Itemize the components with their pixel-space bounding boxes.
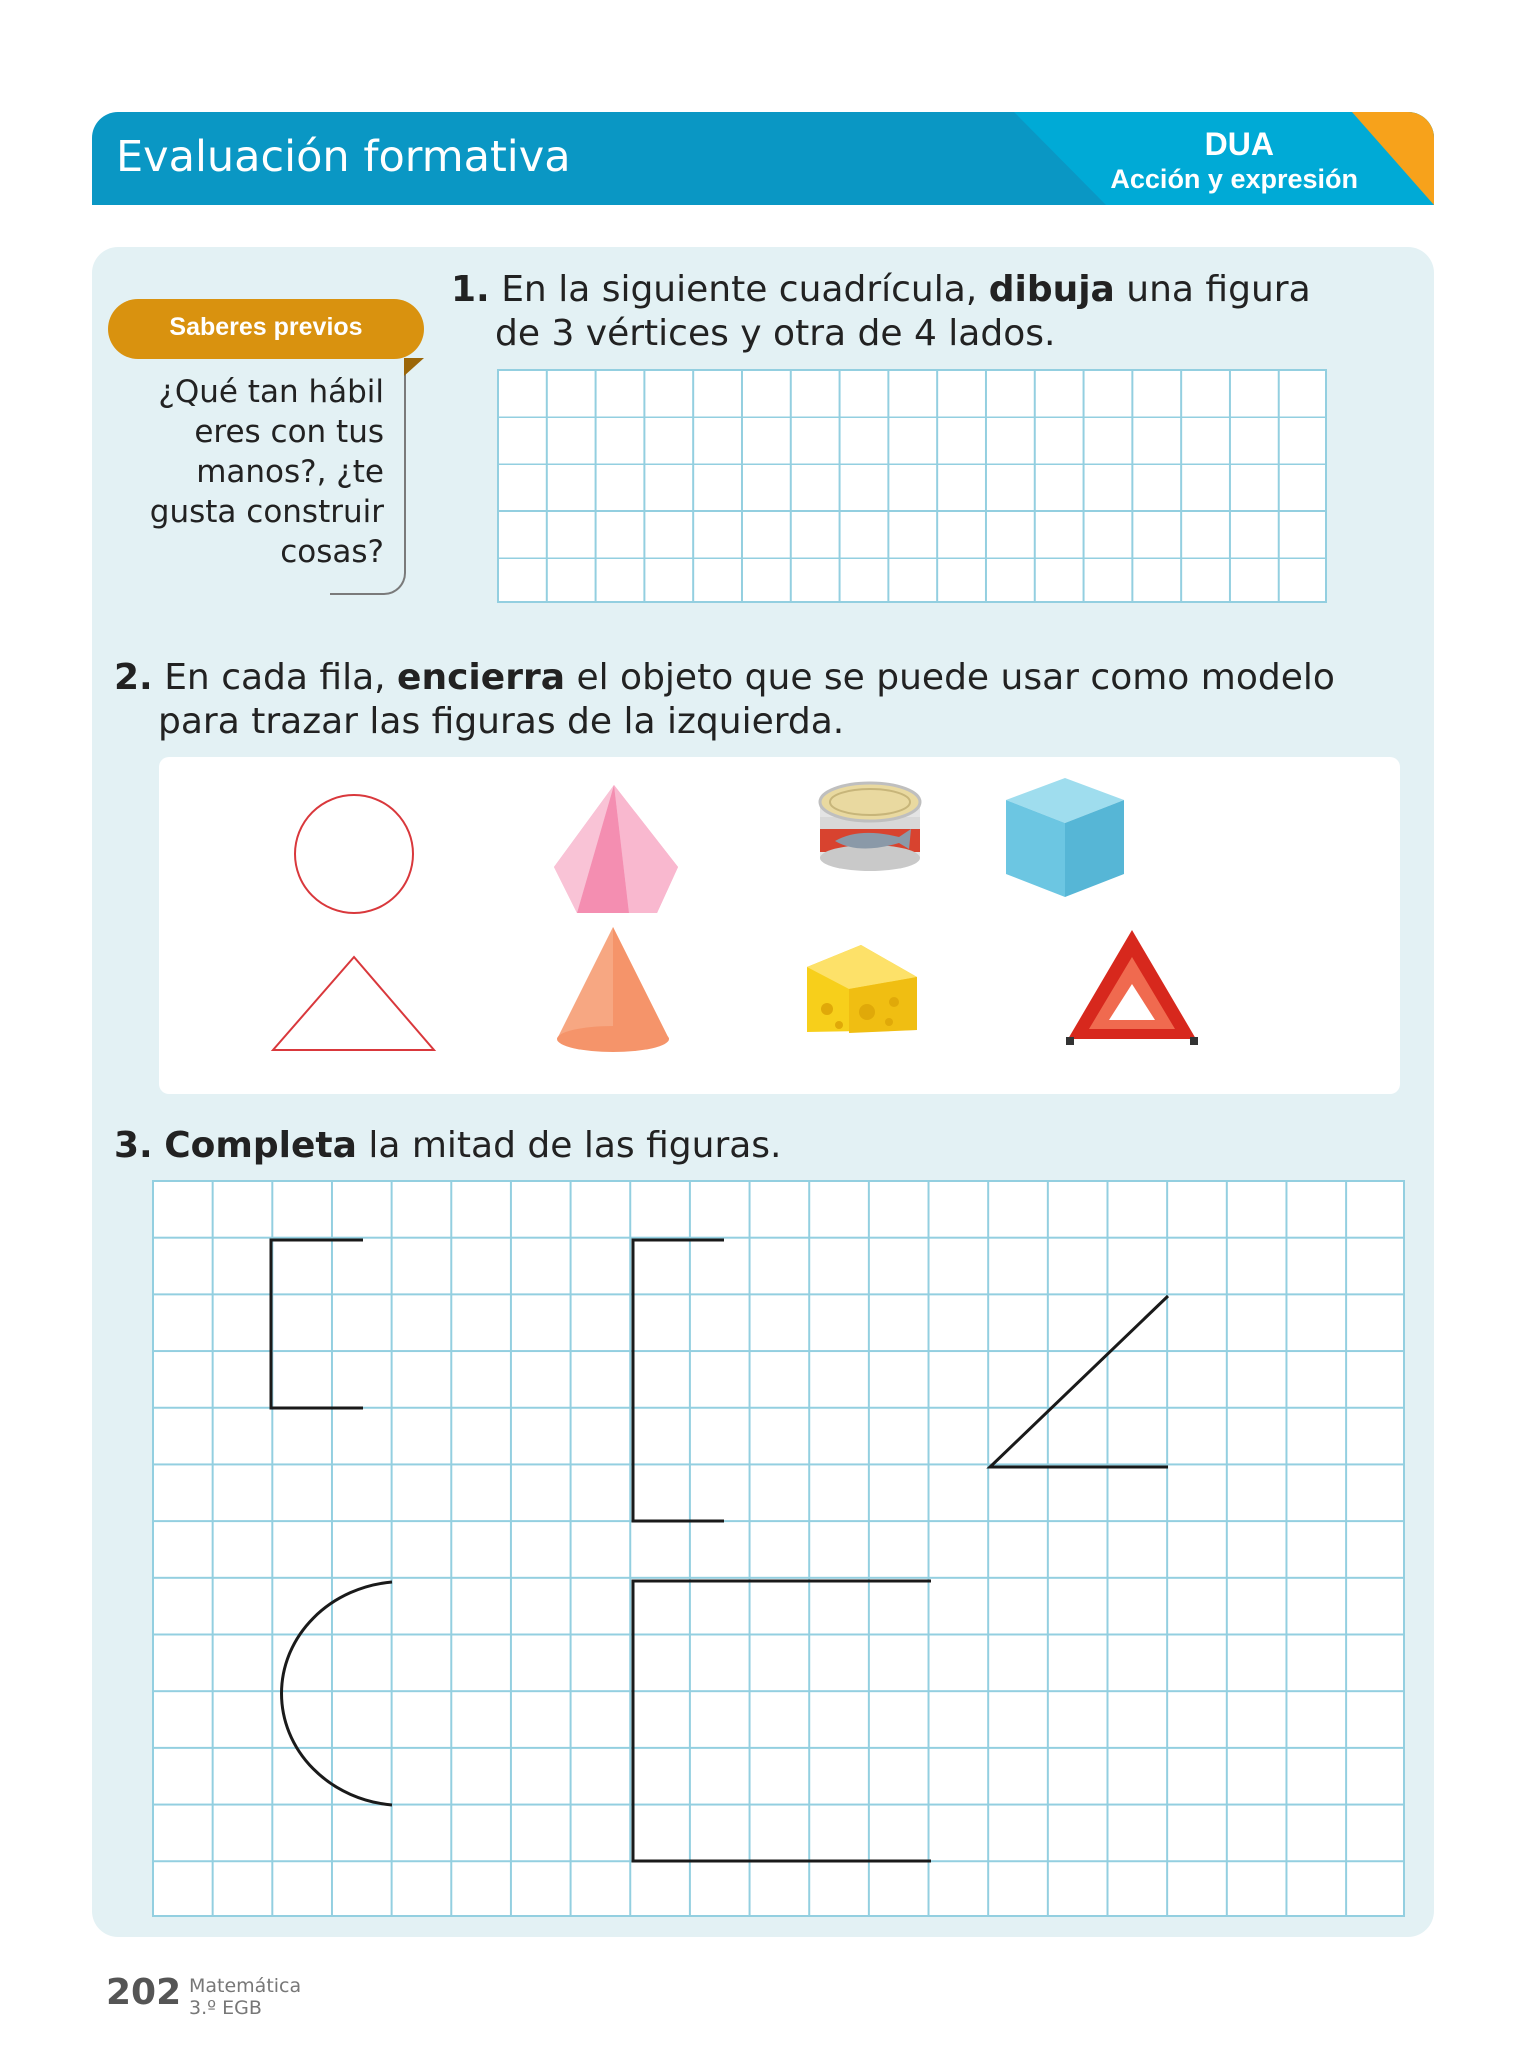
saberes-previos-label: Saberes previos <box>169 313 363 341</box>
subject-label: Matemática <box>189 1975 302 1997</box>
grade-label: 3.º EGB <box>189 1997 262 2019</box>
saberes-tab-fold <box>404 358 424 376</box>
saberes-question-line: gusta construir <box>149 494 384 530</box>
shapes-illustration <box>159 757 1400 1094</box>
exercise-1-instruction <box>451 268 1351 356</box>
exercise-1-text-end: una figura <box>1126 269 1311 310</box>
saberes-question-line: cosas? <box>280 534 384 570</box>
tuna-can-icon[interactable] <box>820 783 920 871</box>
warning-triangle-icon[interactable] <box>1066 930 1198 1045</box>
exercise-3-number: 3. <box>114 1125 153 1166</box>
dua-subtitle: Acción y expresión <box>1110 164 1358 194</box>
saberes-question <box>120 372 384 572</box>
exercise-2-line2: para trazar las figuras de la izquierda. <box>158 701 845 742</box>
saberes-question-line: manos?, ¿te <box>196 454 384 490</box>
cheese-wedge-icon[interactable] <box>807 945 917 1033</box>
section-header <box>92 112 1434 205</box>
exercise-1-line2: de 3 vértices y otra de 4 lados. <box>495 313 1056 354</box>
half-triangle-figure <box>990 1296 1168 1467</box>
shapes-card <box>159 757 1400 1094</box>
saberes-question-line: eres con tus <box>194 414 384 450</box>
half-rectangle-figure <box>633 1240 724 1521</box>
exercise-2-instruction <box>114 656 1364 744</box>
exercise-2-keyword: encierra <box>397 657 565 698</box>
pink-pyramid-icon[interactable] <box>554 785 678 913</box>
orange-cone-icon[interactable] <box>557 927 669 1052</box>
exercise-2-text-end: el objeto que se puede usar como modelo <box>576 657 1335 698</box>
book-info <box>189 1975 301 2019</box>
half-large-rectangle-figure <box>633 1581 931 1861</box>
blue-cube-icon[interactable] <box>1006 778 1124 897</box>
dua-title: DUA <box>1204 126 1274 162</box>
saberes-previos-tab <box>108 299 424 359</box>
exercise-3-text: la mitad de las figuras. <box>368 1125 782 1166</box>
page-number: 202 <box>106 1972 182 2013</box>
saberes-question-line: ¿Qué tan hábil <box>158 374 384 410</box>
exercise-1-text: En la siguiente cuadrícula, <box>501 269 978 310</box>
exercise-3-instruction <box>114 1124 1364 1168</box>
circle-outline-icon <box>295 795 413 913</box>
half-circle-figure <box>282 1582 392 1805</box>
section-title: Evaluación formativa <box>116 132 571 182</box>
exercise-1-number: 1. <box>451 269 490 310</box>
half-figures <box>152 1180 1405 1917</box>
drawing-grid-1[interactable] <box>497 369 1327 603</box>
exercise-3-keyword: Completa <box>164 1125 357 1166</box>
exercise-2-text: En cada fila, <box>164 657 386 698</box>
exercise-1-keyword: dibuja <box>988 269 1115 310</box>
exercise-2-number: 2. <box>114 657 153 698</box>
half-square-figure <box>271 1240 363 1408</box>
triangle-outline-icon <box>273 957 434 1050</box>
